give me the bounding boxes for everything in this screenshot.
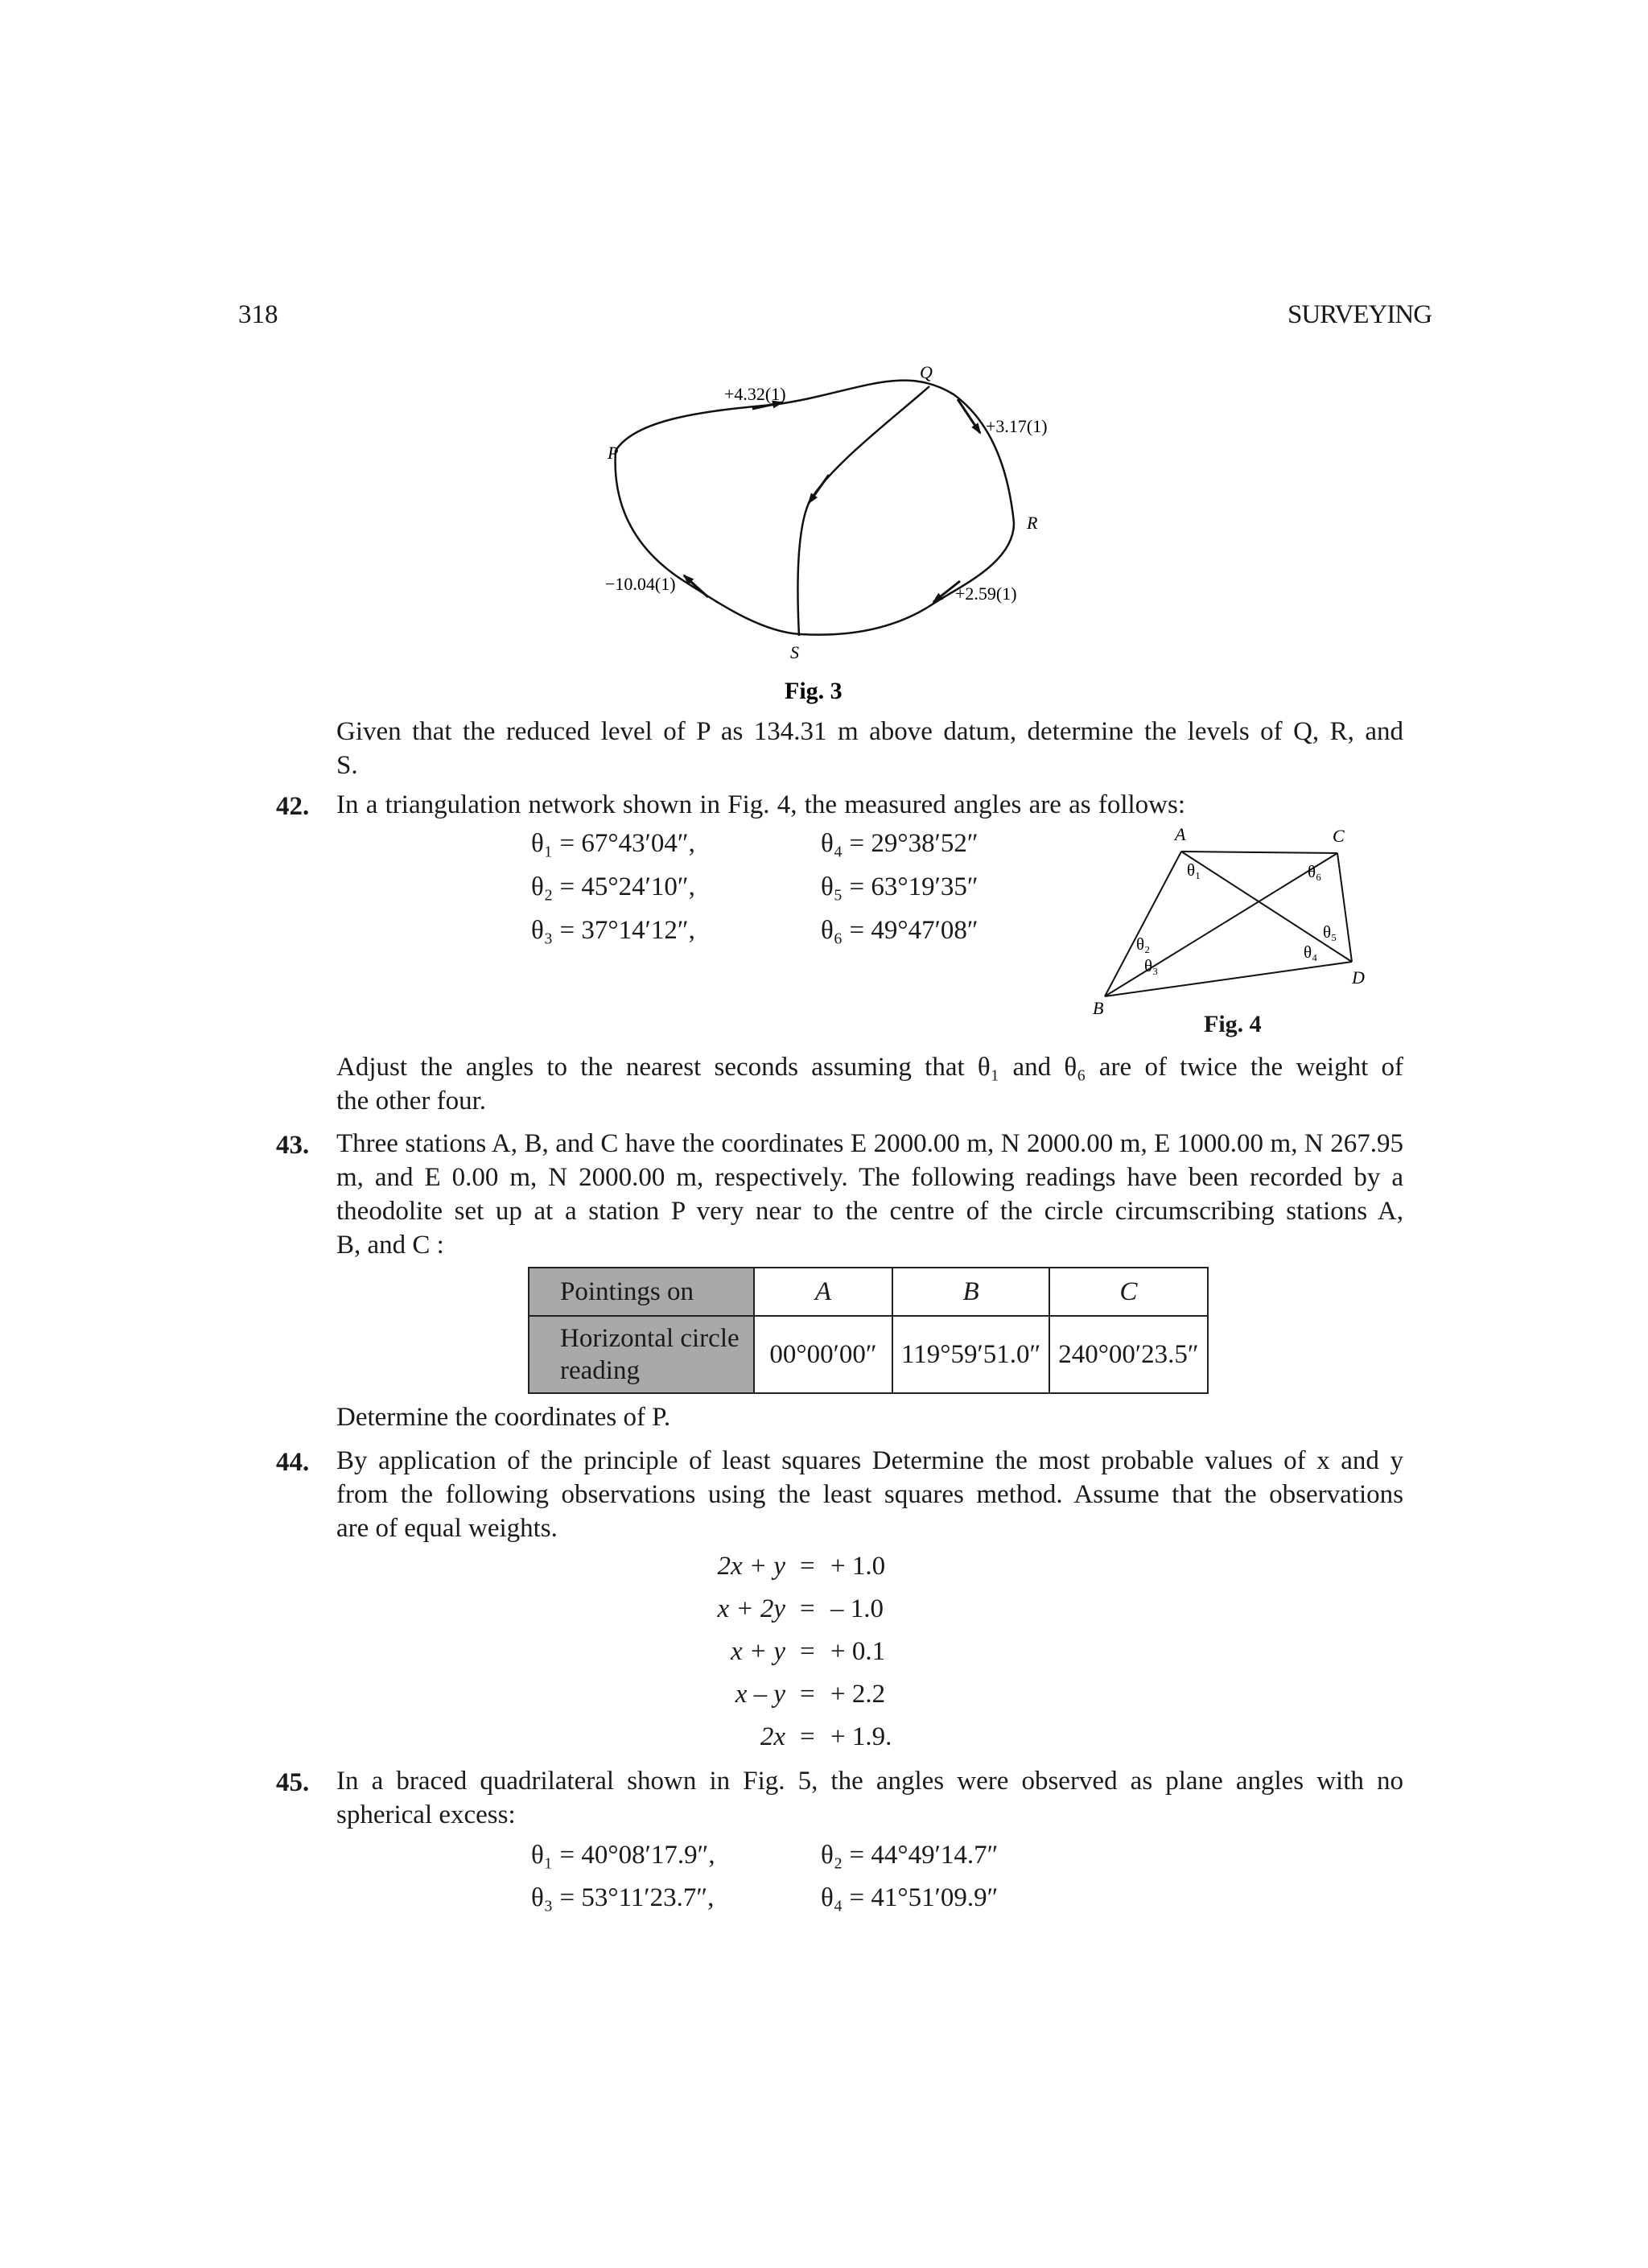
q42-angle-theta3: θ₃ = 37°14′12″, bbox=[531, 916, 695, 945]
fig3-edge-pq: +4.32(1) bbox=[724, 384, 786, 404]
q44-eq3-equals: = bbox=[800, 1637, 815, 1666]
q42-text-line2: the other four. bbox=[336, 1087, 487, 1115]
q44-eq3-lhs: x + y bbox=[730, 1637, 785, 1666]
q44-eq3-rhs: + 0.1 bbox=[830, 1637, 886, 1666]
q43-line3: theodolite set up at a station P very near to the centre of the circle circumscribing stations A, bbox=[336, 1197, 1403, 1226]
fig4-theta2: θ₂ bbox=[1136, 934, 1151, 954]
q44-line3: are of equal weights. bbox=[336, 1514, 558, 1543]
q42-number: 42. bbox=[276, 792, 310, 821]
q44-eq4-rhs: + 2.2 bbox=[830, 1680, 886, 1709]
table-row-horizontal-circle: Horizontal circle reading bbox=[529, 1316, 754, 1393]
fig3-edge-sp: −10.04(1) bbox=[605, 574, 676, 594]
q45-angle-theta1: θ₁ = 40°08′17.9″, bbox=[531, 1841, 715, 1870]
q44-eq5-equals: = bbox=[800, 1722, 815, 1751]
fig3-label-p: P bbox=[608, 443, 619, 463]
q44-line2: from the following observations using the least squares method. Assume that the observations bbox=[336, 1480, 1403, 1509]
fig4-theta1: θ₁ bbox=[1187, 860, 1201, 880]
fig3-label-r: R bbox=[1027, 513, 1038, 533]
fig4-point-a: A bbox=[1175, 824, 1186, 844]
diagonal-curve bbox=[797, 386, 929, 636]
q44-eq1-lhs: 2x + y bbox=[717, 1552, 785, 1581]
q45-angle-theta4: θ₄ = 41°51′09.9″ bbox=[821, 1883, 999, 1912]
fig4-point-c: C bbox=[1333, 826, 1345, 846]
q45-number: 45. bbox=[276, 1768, 310, 1797]
q44-eq5-rhs: + 1.9. bbox=[830, 1722, 892, 1751]
fig4-theta4: θ₄ bbox=[1304, 942, 1318, 962]
q44-eq1-equals: = bbox=[800, 1552, 815, 1581]
q43-closing: Determine the coordinates of P. bbox=[336, 1403, 671, 1432]
q44-eq2-rhs: – 1.0 bbox=[830, 1594, 884, 1623]
q44-eq4-equals: = bbox=[800, 1680, 815, 1709]
q44-eq2-lhs: x + 2y bbox=[717, 1594, 785, 1623]
running-title: SURVEYING bbox=[1288, 300, 1432, 329]
table-reading-a: 00°00′00″ bbox=[754, 1316, 892, 1393]
q44-eq1-rhs: + 1.0 bbox=[830, 1552, 886, 1581]
fig3-label-s: S bbox=[790, 642, 799, 662]
q42-angle-theta1: θ₁ = 67°43′04″, bbox=[531, 829, 695, 858]
q41-text-line1: Given that the reduced level of P as 134.31 m above datum, determine the levels of Q, R, and bbox=[336, 717, 1403, 746]
arrow-qs bbox=[809, 475, 829, 503]
page-number: 318 bbox=[238, 300, 278, 329]
fig3-edge-rs: +2.59(1) bbox=[955, 583, 1017, 604]
arrow-sp bbox=[684, 575, 708, 597]
q41-text-line2: S. bbox=[336, 751, 358, 780]
table-col-b: B bbox=[892, 1268, 1049, 1316]
fig4-theta5: θ₅ bbox=[1323, 922, 1337, 942]
q43-line1: Three stations A, B, and C have the coordinates E 2000.00 m, N 2000.00 m, E 1000.00 m, N 267.95 bbox=[336, 1129, 1403, 1158]
table-col-a: A bbox=[754, 1268, 892, 1316]
fig4-point-b: B bbox=[1093, 998, 1104, 1018]
table-header-pointings: Pointings on bbox=[529, 1268, 754, 1316]
loop-curve bbox=[616, 381, 1014, 635]
q45-line2: spherical excess: bbox=[336, 1800, 516, 1829]
q45-angle-theta2: θ₂ = 44°49′14.7″ bbox=[821, 1841, 999, 1870]
fig4-point-d: D bbox=[1352, 967, 1365, 988]
q43-line4: B, and C : bbox=[336, 1231, 444, 1260]
q42-angle-theta5: θ₅ = 63°19′35″ bbox=[821, 872, 978, 901]
q44-eq4-lhs: x – y bbox=[735, 1680, 785, 1709]
fig4-theta3: θ₃ bbox=[1144, 956, 1159, 975]
table-reading-b: 119°59′51.0″ bbox=[892, 1316, 1049, 1393]
table-col-c: C bbox=[1049, 1268, 1207, 1316]
q42-angle-theta6: θ₆ = 49°47′08″ bbox=[821, 916, 978, 945]
fig3-label-q: Q bbox=[920, 362, 933, 382]
q43-number: 43. bbox=[276, 1131, 310, 1160]
q44-line1: By application of the principle of least squares Determine the most probable values of x and y bbox=[336, 1446, 1403, 1475]
q44-number: 44. bbox=[276, 1448, 310, 1477]
fig4-theta6: θ₆ bbox=[1308, 862, 1322, 881]
q43-line2: m, and E 0.00 m, N 2000.00 m, respectively. The following readings have been recorded by a bbox=[336, 1163, 1403, 1192]
q42-angle-theta4: θ₄ = 29°38′52″ bbox=[821, 829, 978, 858]
q43-readings-table bbox=[528, 1267, 1209, 1394]
fig3-caption: Fig. 3 bbox=[785, 678, 843, 704]
q45-line1: In a braced quadrilateral shown in Fig. 5, the angles were observed as plane angles with no bbox=[336, 1767, 1403, 1796]
table-reading-c: 240°00′23.5″ bbox=[1049, 1316, 1207, 1393]
figure-3-level-network bbox=[0, 0, 1648, 724]
q42-intro: In a triangulation network shown in Fig. 4, the measured angles are as follows: bbox=[336, 790, 1186, 819]
fig4-caption: Fig. 4 bbox=[1204, 1011, 1262, 1037]
fig3-edge-qr: +3.17(1) bbox=[986, 416, 1048, 436]
q44-eq5-lhs: 2x bbox=[760, 1722, 785, 1751]
q44-eq2-equals: = bbox=[800, 1594, 815, 1623]
q45-angle-theta3: θ₃ = 53°11′23.7″, bbox=[531, 1883, 715, 1912]
q42-text-line1: Adjust the angles to the nearest seconds assuming that θ₁ and θ₆ are of twice the weight of bbox=[336, 1053, 1403, 1082]
q42-angle-theta2: θ₂ = 45°24′10″, bbox=[531, 872, 695, 901]
